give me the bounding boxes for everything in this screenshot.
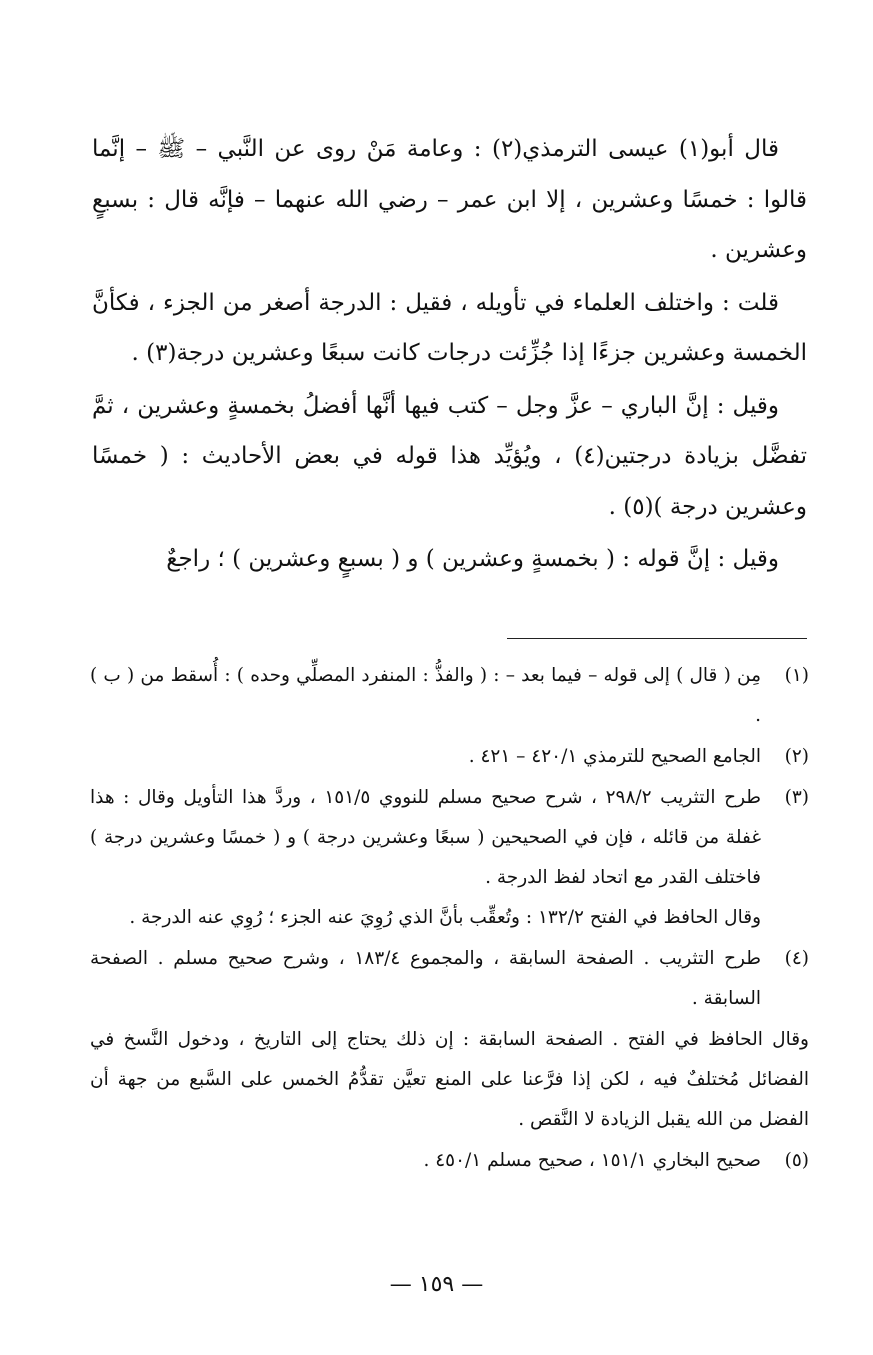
footnote-text: [90, 939, 761, 1019]
footnote-number: (٥): [784, 1150, 809, 1171]
footnote-item: [90, 1141, 809, 1181]
footnotes: [90, 656, 809, 1182]
paragraph: وقيل : إنَّ قوله : ( بخمسةٍ وعشرين ) و ( بسبعٍ وعشرين ) ؛ راجعٌ: [166, 546, 779, 572]
footnote-line: الجامع الصحيح للترمذي ٤٢٠/١ – ٤٢١ .: [468, 746, 761, 767]
page-number: — ١٥٩ —: [389, 1272, 484, 1297]
footnote-item: [90, 656, 809, 736]
paragraph: وقيل : إنَّ الباري – عزَّ وجل – كتب فيها أنَّها أفضلُ بخمسةٍ وعشرين ، ثمَّ تفضَّل بزيادة درجتين(٤) ، ويُؤيِّد هذا قوله في بعض الأحاديث : ( خمسًا وعشرين درجة )(٥) .: [92, 392, 807, 520]
footnote-number: (٤): [784, 948, 809, 969]
paragraph: قلت : واختلف العلماء في تأويله ، فقيل : الدرجة أصغر من الجزء ، فكأنَّ الخمسة وعشرين جزءًا إذا جُزِّئت درجات كانت سبعًا وعشرين درجة(٣) .: [92, 289, 807, 366]
footnote-number: (١): [784, 665, 809, 686]
footnote-text: [90, 737, 761, 777]
footnote-line: مِن ( قال ) إلى قوله – فيما بعد – : ( والفذُّ : المنفرد المصلِّي وحده ) : أُسقط من ( ب ) .: [90, 665, 761, 726]
footnote-line: وقال الحافظ في الفتح ١٣٢/٢ : وتُعقِّب بأنَّ الذي رُوِيَ عنه الجزء ؛ رُوِي عنه الدرجة .: [129, 907, 761, 928]
footnote-item: [90, 737, 809, 777]
main-text: [92, 124, 807, 587]
footnote-number: (٣): [784, 787, 809, 808]
footnote-line: صحيح البخاري ١٥١/١ ، صحيح مسلم ٤٥٠/١ .: [423, 1150, 761, 1171]
footnote-separator: [507, 638, 807, 639]
footnote-continuation: وقال الحافظ في الفتح . الصفحة السابقة : إن ذلك يحتاج إلى التاريخ ، ودخول النَّسخ في الفضائل مُختلفٌ فيه ، لكن إذا فرَّعنا على المنع تعيَّن تقدُّمُ الخمس على السَّبع من جهة أن الفضل من الله يقبل الزيادة لا النَّقص .: [90, 1029, 809, 1130]
footnote-number: (٢): [784, 746, 809, 767]
footnote-item: [90, 778, 809, 938]
footnote-line: طرح التثريب . الصفحة السابقة ، والمجموع ١٨٣/٤ ، وشرح صحيح مسلم . الصفحة السابقة .: [90, 948, 761, 1009]
footnote-text: [90, 1141, 761, 1181]
footnote-text: [90, 656, 761, 736]
footnote-item: [90, 939, 809, 1019]
footnote-line: طرح التثريب ٢٩٨/٢ ، شرح صحيح مسلم للنووي ١٥١/٥ ، وردَّ هذا التأويل وقال : هذا غفلة من قائله ، فإن في الصحيحين ( سبعًا وعشرين درجة ) و ( خمسًا وعشرين درجة ) فاختلف القدر مع اتحاد لفظ الدرجة .: [90, 787, 761, 888]
footnote-text: [90, 778, 761, 938]
paragraph: قال أبو(١) عيسى الترمذي(٢) : وعامة مَنْ روى عن النَّبي – ﷺ – إنَّما قالوا : خمسًا وعشرين ، إلا ابن عمر – رضي الله عنهما – فإنَّه قال : بسبعٍ وعشرين .: [92, 136, 807, 263]
